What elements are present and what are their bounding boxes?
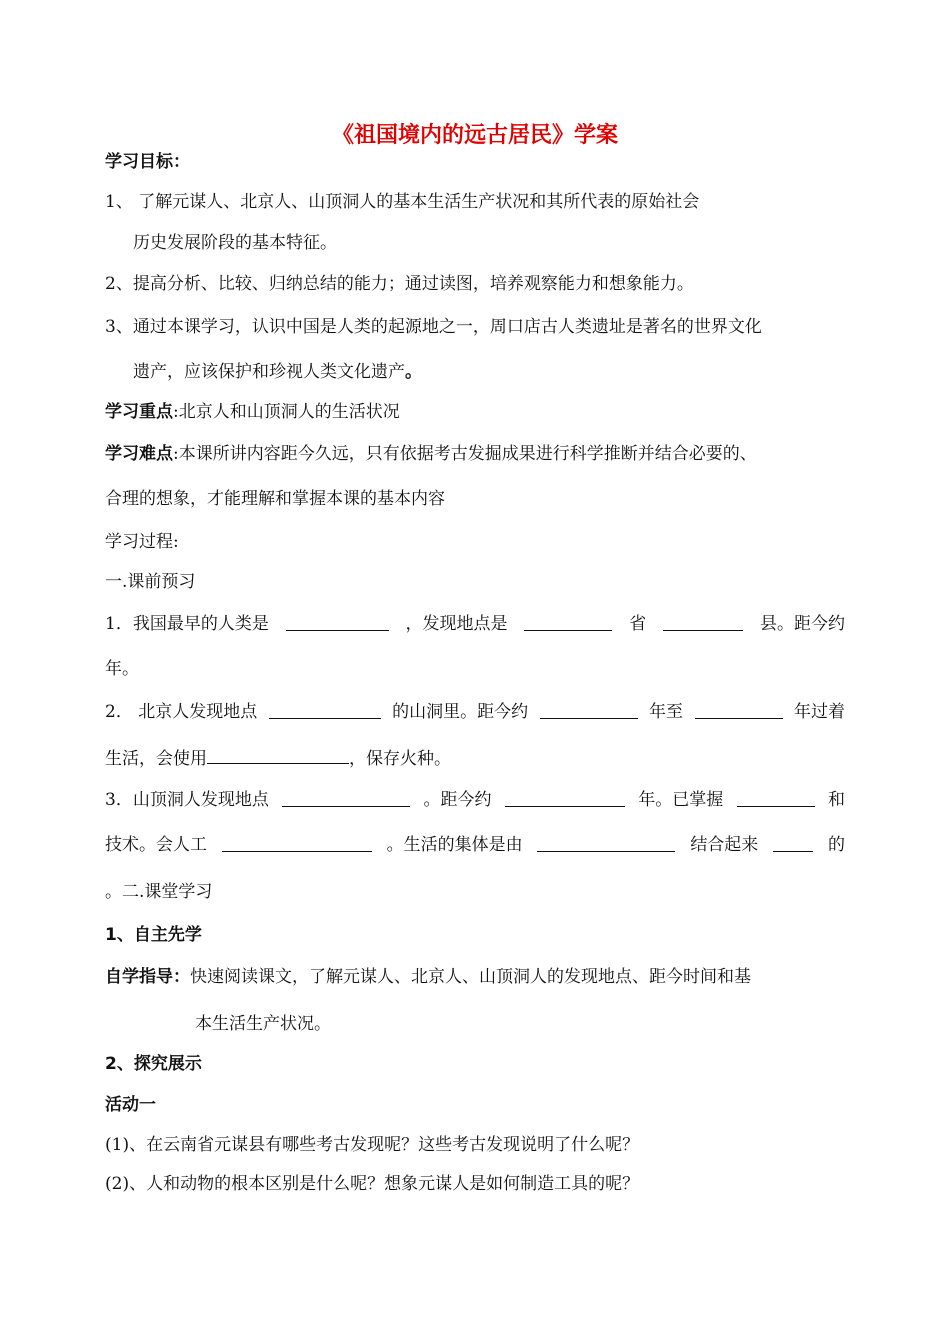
goal-3-line-1: 3、通过本课学习，认识中国是人类的起源地之一，周口店古人类遗址是著名的世界文化	[105, 317, 762, 337]
key-point	[105, 400, 400, 424]
page-title: 《祖国境内的远古居民》学案	[331, 123, 618, 148]
difficulty-text: :本课所讲内容距今久远，只有依据考古发掘成果进行科学推断并结合必要的、	[173, 444, 757, 464]
q1-text-d: 县。距今约	[759, 614, 845, 634]
goal-1-line-2: 历史发展阶段的基本特征。	[133, 233, 337, 253]
q2-blank-4[interactable]	[207, 745, 349, 764]
q3-text-e: 技术。会人工	[105, 835, 207, 855]
goal-3-end: 。	[405, 362, 422, 382]
q2-blank-3[interactable]	[695, 700, 783, 719]
question-2-line-2	[105, 745, 451, 771]
q3-text-f: 。生活的集体是由	[386, 835, 523, 855]
activity-heading: 活动一	[105, 1095, 156, 1115]
q2-text-b: 的山洞里。距今约	[392, 702, 529, 722]
q3-text-d: 和	[827, 790, 845, 810]
q3-blank-1[interactable]	[282, 788, 410, 807]
difficulty-label: 学习难点	[105, 444, 173, 464]
q2-text-a: 2． 北京人发现地点	[105, 702, 258, 722]
question-3-line-2	[105, 833, 845, 857]
q1-blank-2[interactable]	[524, 612, 612, 631]
q3-blank-2[interactable]	[505, 788, 625, 807]
difficulty-line-1	[105, 442, 757, 466]
q3-blank-4[interactable]	[222, 833, 372, 852]
goal-3-line-2	[133, 360, 422, 384]
section-1-heading: 一.课前预习	[105, 572, 196, 592]
q2-text-c: 年至	[649, 702, 684, 722]
q1-blank-1[interactable]	[286, 612, 389, 631]
q2-text-d: 年过着	[793, 702, 845, 722]
goal-1-line-1: 1、 了解元谋人、北京人、山顶洞人的基本生活生产状况和其所代表的原始社会	[105, 192, 700, 212]
q1-text-c: 省	[629, 614, 647, 634]
q2-blank-2[interactable]	[540, 700, 638, 719]
q3-text-g: 结合起来	[690, 835, 759, 855]
q1-text-a: 1．我国最早的人类是	[105, 614, 269, 634]
q3-text-h: 的	[827, 835, 845, 855]
goals-heading: 学习目标：	[105, 152, 190, 172]
q2-text-f: ，保存火种。	[349, 749, 451, 769]
goal-2: 2、提高分析、比较、归纳总结的能力；通过读图，培养观察能力和想象能力。	[105, 274, 694, 294]
question-1-line-2: 年。	[105, 659, 139, 679]
question-1-line-1	[105, 612, 845, 636]
q3-text-a: 3．山顶洞人发现地点	[105, 790, 269, 810]
q3-blank-5[interactable]	[537, 833, 675, 852]
key-point-text: :北京人和山顶洞人的生活状况	[173, 402, 400, 422]
activity-question-1: (1)、在云南省元谋县有哪些考古发现呢？这些考古发现说明了什么呢？	[105, 1135, 640, 1155]
guide-line-2: 本生活生产状况。	[195, 1014, 331, 1034]
guide-label: 自学指导：	[105, 967, 190, 987]
section-2-heading: 。二.课堂学习	[105, 882, 213, 902]
q3-text-b: 。距今约	[423, 790, 492, 810]
q3-blank-3[interactable]	[737, 788, 815, 807]
q3-blank-6[interactable]	[773, 833, 813, 852]
question-2-line-1	[105, 700, 845, 724]
guide-line-1	[105, 965, 751, 989]
subsection-1-heading: 1、自主先学	[105, 925, 202, 945]
guide-text: 快速阅读课文，了解元谋人、北京人、山顶洞人的发现地点、距今时间和基	[190, 967, 751, 987]
q1-blank-3[interactable]	[663, 612, 743, 631]
activity-question-2: (2)、人和动物的根本区别是什么呢？想象元谋人是如何制造工具的呢？	[105, 1174, 640, 1194]
goal-3-text: 遗产，应该保护和珍视人类文化遗产	[133, 362, 405, 382]
q1-text-b: ，发现地点是	[405, 614, 508, 634]
q2-text-e: 生活，会使用	[105, 749, 207, 769]
question-3-line-1	[105, 788, 845, 812]
q2-blank-1[interactable]	[269, 700, 381, 719]
difficulty-line-2: 合理的想象，才能理解和掌握本课的基本内容	[105, 489, 445, 509]
process-heading: 学习过程:	[105, 532, 179, 552]
key-point-label: 学习重点	[105, 402, 173, 422]
subsection-2-heading: 2、探究展示	[105, 1054, 202, 1074]
q3-text-c: 年。已掌握	[638, 790, 724, 810]
